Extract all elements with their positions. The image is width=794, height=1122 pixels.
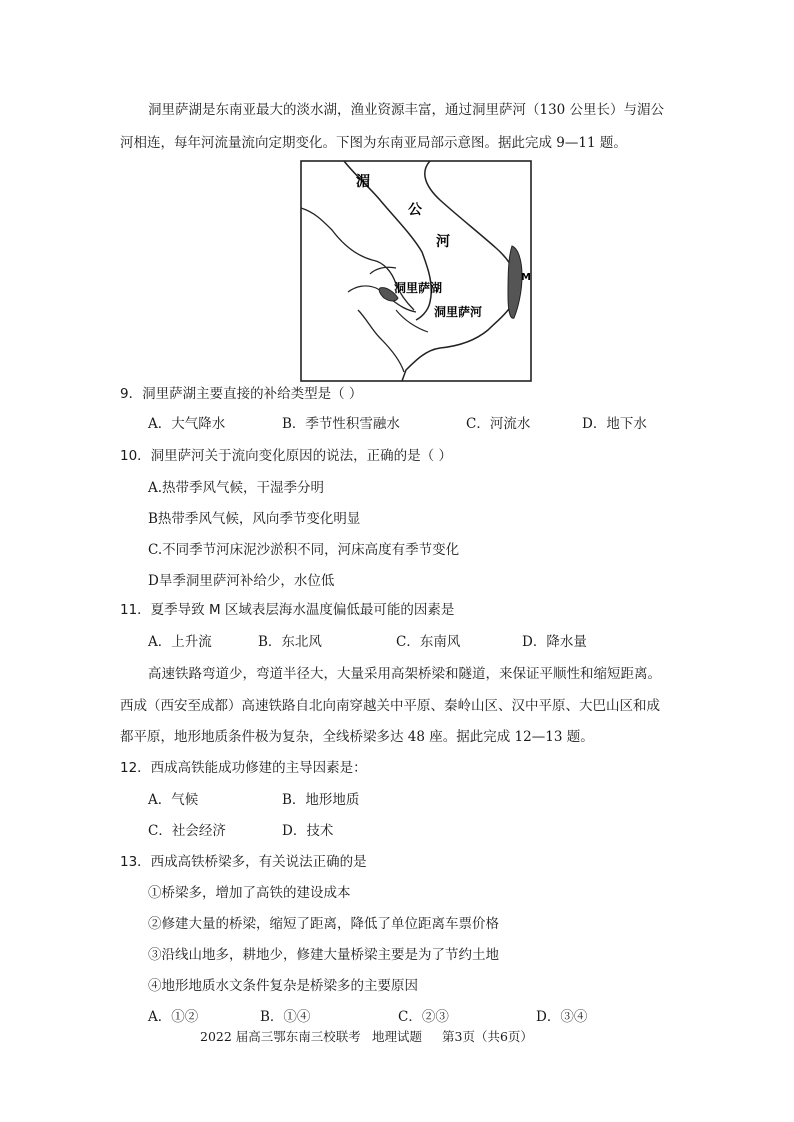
label-he: 河 xyxy=(436,234,450,250)
q10-option-c: C.不同季节河床泥沙淤积不同，河床高度有季节变化 xyxy=(148,542,460,558)
intro2-line1: 高速铁路弯道少，弯道半径大，大量采用高架桥梁和隧道，来保证平顺性和缩短距离。 xyxy=(148,666,661,682)
q10-stem: 10．洞里萨河关于流向变化原因的说法，正确的是（ ） xyxy=(120,448,452,464)
q11-option-b: B．东北风 xyxy=(258,634,322,650)
q13-option-a: A．①② xyxy=(148,1009,199,1025)
q12-option-b: B．地形地质 xyxy=(282,792,360,808)
q13-statement-3: ③沿线山地多，耕地少，修建大量桥梁主要是为了节约土地 xyxy=(148,947,499,963)
q13-statement-4: ④地形地质水文条件复杂是桥梁多的主要原因 xyxy=(148,978,418,994)
q12-option-c: C．社会经济 xyxy=(148,823,226,839)
q10-option-d: D旱季洞里萨河补给少，水位低 xyxy=(148,573,335,589)
q9-stem: 9．洞里萨湖主要直接的补给类型是（ ） xyxy=(120,386,363,402)
q10-option-b: B热带季风气候，风向季节变化明显 xyxy=(148,511,361,527)
map-border xyxy=(301,161,531,381)
intro2-line2: 西成（西安至成都）高速铁路自北向南穿越关中平原、秦岭山区、汉中平原、大巴山区和成 xyxy=(120,698,660,714)
label-lake: 洞里萨湖 xyxy=(394,281,443,295)
q13-option-d: D．③④ xyxy=(536,1009,588,1025)
q12-option-d: D．技术 xyxy=(282,823,334,839)
q9-option-b: B．季节性积雪融水 xyxy=(282,416,400,432)
q13-option-c: C．②③ xyxy=(398,1009,449,1025)
southeast-asia-map xyxy=(300,160,532,382)
q9-option-d: D．地下水 xyxy=(582,416,647,432)
footer-subject: 地理试题 xyxy=(372,1029,423,1044)
q10-option-a: A.热带季风气候，干湿季分明 xyxy=(148,480,325,496)
q13-statement-2: ②修建大量的桥梁，缩短了距离，降低了单位距离车票价格 xyxy=(148,916,499,932)
q13-option-b: B．①④ xyxy=(260,1009,311,1025)
q9-option-a: A．大气降水 xyxy=(148,416,226,432)
q13-statement-1: ①桥梁多，增加了高铁的建设成本 xyxy=(148,885,351,901)
label-river: 洞里萨河 xyxy=(434,305,483,319)
q12-stem: 12．西成高铁能成功修建的主导因素是： xyxy=(120,760,367,776)
footer-exam-name: 2022 届高三鄂东南三校联考 xyxy=(200,1029,361,1044)
q12-option-a: A．气候 xyxy=(148,792,199,808)
q13-stem: 13．西成高铁桥梁多，有关说法正确的是 xyxy=(120,854,367,870)
q11-option-a: A．上升流 xyxy=(148,634,212,650)
label-mei: 湄 xyxy=(356,174,370,190)
intro1-line2: 河相连，每年河流量流向定期变化。下图为东南亚局部示意图。据此完成 9—11 题。 xyxy=(120,135,627,151)
q11-option-c: C．东南风 xyxy=(396,634,461,650)
intro1-line1: 洞里萨湖是东南亚最大的淡水湖，渔业资源丰富，通过洞里萨河（130 公里长）与湄公 xyxy=(148,102,665,118)
q9-option-c: C．河流水 xyxy=(466,416,531,432)
label-gong: 公 xyxy=(408,202,422,218)
label-m: M xyxy=(521,272,531,283)
q11-option-d: D．降水量 xyxy=(522,634,587,650)
q11-stem: 11．夏季导致 M 区域表层海水温度偏低最可能的因素是 xyxy=(120,602,455,618)
intro2-line3: 都平原，地形地质条件极为复杂，全线桥梁多达 48 座。据此完成 12—13 题。 xyxy=(120,729,594,745)
footer-page-number: 第3页（共6页） xyxy=(442,1029,533,1044)
